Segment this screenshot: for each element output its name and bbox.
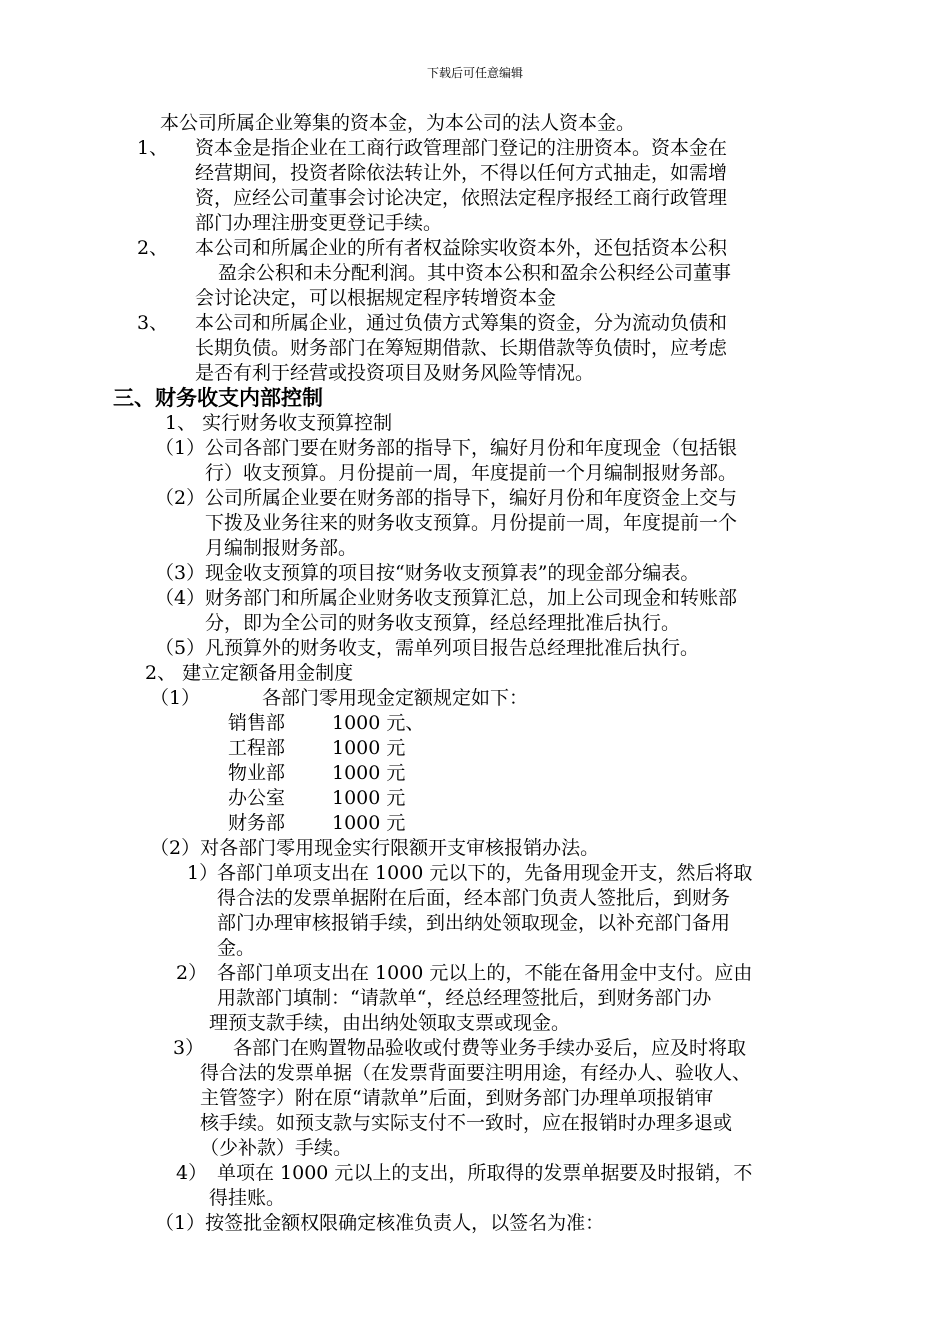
item-line: 月编制报财务部。 (205, 537, 358, 559)
quota-amount: 1000 元 (332, 787, 406, 809)
item-line: （2）对各部门零用现金实行限额开支审核报销办法。 (150, 837, 600, 859)
item-line: 经营期间，投资者除依法转让外，不得以任何方式抽走，如需增 (195, 162, 728, 184)
item-number: （5） (155, 637, 206, 659)
item-number: （1） (150, 687, 201, 709)
item-line: 理预支款手续，由出纳处领取支票或现金。 (209, 1012, 571, 1034)
quota-amount: 1000 元 (332, 762, 406, 784)
item-line: 长期负债。财务部门在筹短期借款、长期借款等负债时，应考虑 (195, 337, 728, 359)
quota-dept: 物业部 (228, 762, 286, 784)
item-number: 2） (176, 962, 208, 984)
item-line: 公司所属企业要在财务部的指导下，编好月份和年度资金上交与 (205, 487, 738, 509)
item-number: 1） (187, 862, 219, 884)
quota-amount: 1000 元 (332, 812, 406, 834)
item-line: 主管签字）附在原“请款单”后面，到财务部门办理单项报销审 (200, 1087, 714, 1109)
item-number: （4） (155, 587, 206, 609)
item-number: （2） (155, 487, 206, 509)
item-number: 3） (173, 1037, 205, 1059)
section-heading: 三、财务收支内部控制 (113, 386, 323, 410)
quota-amount: 1000 元、 (332, 712, 425, 734)
item-line: 得合法的发票单据附在后面，经本部门负责人签批后，到财务 (217, 887, 731, 909)
item-line: 各部门单项支出在 1000 元以上的，不能在备用金中支付。应由 (217, 962, 753, 984)
subsection-heading: 2、 建立定额备用金制度 (145, 662, 354, 684)
item-line: 资，应经公司董事会讨论决定，依照法定程序报经工商行政管理 (195, 187, 728, 209)
item-number: 3、 (137, 312, 169, 334)
item-line: 各部门零用现金定额规定如下： (262, 687, 529, 709)
item-number: 4） (176, 1162, 208, 1184)
item-line: 行）收支预算。月份提前一周，年度提前一个月编制报财务部。 (205, 462, 738, 484)
item-line: 凡预算外的财务收支，需单列项目报告总经理批准后执行。 (205, 637, 700, 659)
item-line: 盈余公积和未分配利润。其中资本公积和盈余公积经公司董事 (218, 262, 732, 284)
quota-dept: 办公室 (228, 787, 286, 809)
item-line: 得挂账。 (209, 1187, 286, 1209)
intro-paragraph: 本公司所属企业筹集的资本金，为本公司的法人资本金。 (160, 112, 636, 134)
item-line: （1）按签批金额权限确定核准负责人，以签名为准： (155, 1212, 605, 1234)
item-number: 2、 (137, 237, 169, 259)
item-line: 资本金是指企业在工商行政管理部门登记的注册资本。资本金在 (195, 137, 728, 159)
item-number: （3） (155, 562, 206, 584)
item-line: 是否有利于经营或投资项目及财务风险等情况。 (195, 362, 595, 384)
item-line: 本公司和所属企业，通过负债方式筹集的资金，分为流动负债和 (195, 312, 728, 334)
item-line: 现金收支预算的项目按“财务收支预算表”的现金部分编表。 (205, 562, 700, 584)
quota-dept: 销售部 (228, 712, 286, 734)
item-line: （少补款）手续。 (200, 1137, 353, 1159)
item-line: 本公司和所属企业的所有者权益除实收资本外，还包括资本公积 (195, 237, 728, 259)
item-line: 得合法的发票单据（在发票背面要注明用途，有经办人、验收人、 (200, 1062, 752, 1084)
item-line: 各部门单项支出在 1000 元以下的，先备用现金开支，然后将取 (217, 862, 753, 884)
quota-dept: 财务部 (228, 812, 286, 834)
item-number: （1） (155, 437, 206, 459)
item-line: 部门办理审核报销手续，到出纳处领取现金，以补充部门备用 (217, 912, 731, 934)
item-line: 各部门在购置物品验收或付费等业务手续办妥后，应及时将取 (233, 1037, 747, 1059)
page-header: 下载后可任意编辑 (426, 66, 523, 80)
item-line: 下拨及业务往来的财务收支预算。月份提前一周，年度提前一个 (205, 512, 738, 534)
item-number: 1、 (137, 137, 169, 159)
item-line: 核手续。如预支款与实际支付不一致时，应在报销时办理多退或 (200, 1112, 733, 1134)
quota-dept: 工程部 (228, 737, 286, 759)
item-line: 分，即为全公司的财务收支预算，经总经理批准后执行。 (205, 612, 681, 634)
quota-amount: 1000 元 (332, 737, 406, 759)
subsection-heading: 1、 实行财务收支预算控制 (165, 412, 393, 434)
item-line: 公司各部门要在财务部的指导下，编好月份和年度现金（包括银 (205, 437, 738, 459)
item-line: 用款部门填制：“请款单“，经总经理签批后，到财务部门办 (217, 987, 712, 1009)
item-line: 会讨论决定，可以根据规定程序转增资本金 (195, 287, 557, 309)
item-line: 财务部门和所属企业财务收支预算汇总，加上公司现金和转账部 (205, 587, 738, 609)
item-line: 部门办理注册变更登记手续。 (195, 212, 443, 234)
item-line: 金。 (217, 937, 256, 959)
item-line: 单项在 1000 元以上的支出，所取得的发票单据要及时报销，不 (217, 1162, 753, 1184)
